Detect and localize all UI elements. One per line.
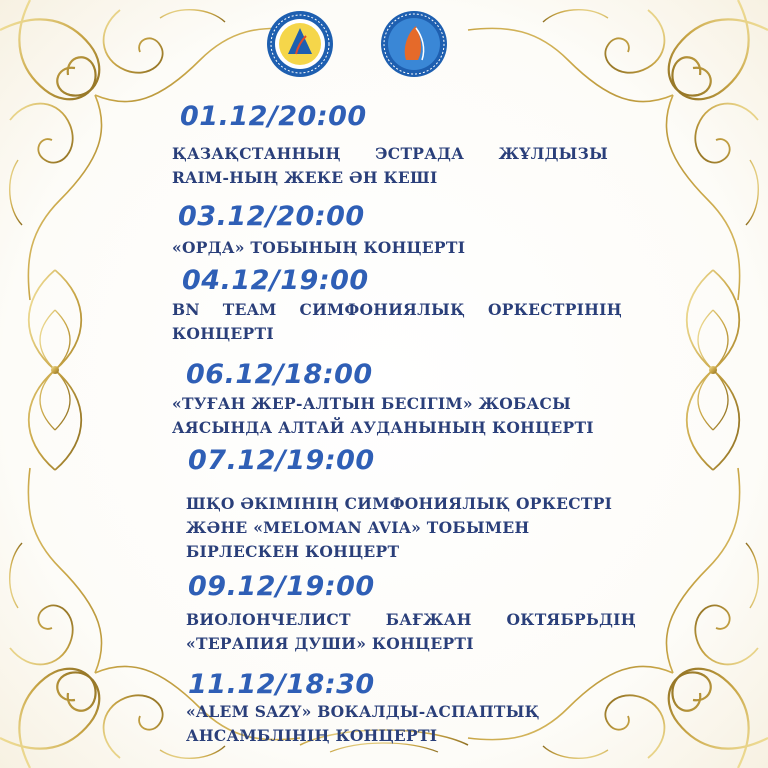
event-item [172, 266, 622, 346]
event-date: 03.12/20:00 [178, 201, 365, 232]
event-description-line: RAIM-НЫҢ ЖЕКЕ ӘН КЕШІ [172, 168, 438, 187]
event-description-line: «ALEM SAZY» ВОКАЛДЫ-АСПАПТЫҚ [186, 702, 540, 721]
event-item [172, 360, 632, 440]
event-description-line: ҚАЗАҚСТАННЫҢ ЭСТРАДА ЖҰЛДЫЗЫ [172, 144, 608, 163]
event-item [172, 102, 608, 190]
event-date: 06.12/18:00 [186, 359, 373, 390]
event-date: 09.12/19:00 [188, 571, 375, 602]
event-description-line: БІРЛЕСКЕН КОНЦЕРТ [186, 542, 400, 561]
event-description-line: ЖӘНЕ «MELOMAN AVIA» ТОБЫМЕН [186, 518, 530, 537]
event-description-line: ВИОЛОНЧЕЛИСТ БАҒЖАН ОКТЯБРЬДІҢ [186, 610, 636, 629]
event-description-line: АНСАМБЛІНІҢ КОНЦЕРТІ [186, 726, 438, 745]
event-description-line: АЯСЫНДА АЛТАЙ АУДАНЫНЫҢ КОНЦЕРТІ [172, 418, 594, 437]
event-date: 07.12/19:00 [188, 445, 375, 476]
event-description-line: КОНЦЕРТІ [172, 324, 274, 343]
event-item [186, 670, 616, 748]
event-description-line: «ОРДА» ТОБЫНЫҢ КОНЦЕРТІ [172, 238, 466, 257]
event-description-line: ШҚО ӘКІМІНІҢ СИМФОНИЯЛЫҚ ОРКЕСТРІ [186, 494, 613, 513]
event-description-line: BN TEAM СИМФОНИЯЛЫҚ ОРКЕСТРІНІҢ [172, 300, 622, 319]
event-date: 04.12/19:00 [182, 265, 369, 296]
event-date: 11.12/18:30 [188, 669, 375, 700]
event-description-line: «ТЕРАПИЯ ДУШИ» КОНЦЕРТІ [186, 634, 474, 653]
event-description-line: «ТУҒАН ЖЕР-АЛТЫН БЕСІГІМ» ЖОБАСЫ [172, 394, 572, 413]
event-item [172, 202, 502, 260]
event-item [186, 446, 646, 564]
event-item [186, 572, 636, 656]
event-date: 01.12/20:00 [180, 101, 367, 132]
